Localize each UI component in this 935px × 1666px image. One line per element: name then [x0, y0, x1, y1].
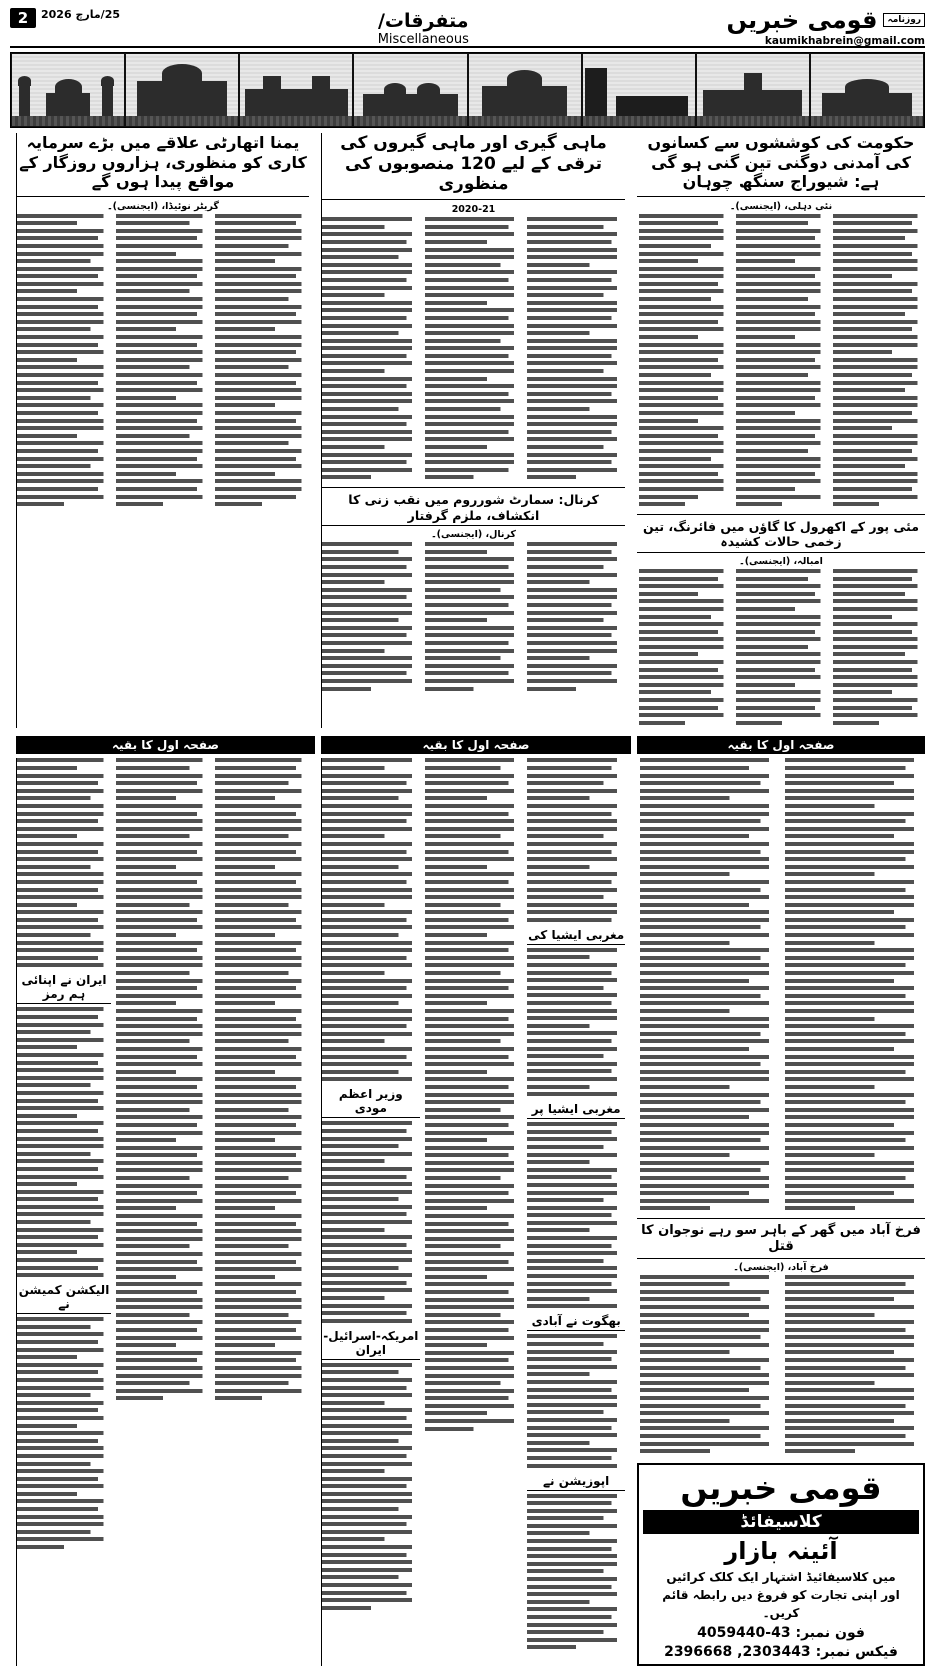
classified-line-1: میں کلاسیفائیڈ اشتہار ایک کلک کرائیں	[666, 1569, 896, 1584]
classified-subtitle: کلاسیفائڈ	[643, 1510, 919, 1534]
lower-left-block	[16, 758, 315, 1665]
headline-farmers-income: حکومت کی کوششوں سے کسانوں کی آمدنی دوگنی تین گنی ہو گی ہے: شیوراج سنگھ چوہان	[647, 133, 915, 192]
headline-yamuna-authority: یمنا اتھارٹی علاقے میں بڑے سرمایہ کاری کو منظوری، ہزاروں روزگار کے مواقع پیدا ہوں گے	[19, 133, 307, 192]
jump-head-bhagwat-population: بھگوت نے آبادی	[527, 1314, 625, 1331]
section-title-english: Miscellaneous	[377, 32, 469, 47]
body-column	[736, 214, 828, 510]
classified-title: آئینہ بازار	[724, 1536, 838, 1565]
page-content	[10, 133, 925, 1666]
classified-fax	[643, 1644, 919, 1660]
photo-monument-3	[240, 54, 352, 126]
masthead-right	[727, 6, 925, 47]
body-column	[640, 1275, 780, 1457]
body-column	[322, 542, 420, 694]
jump-head-election-commission: الیکشن کمیشن نے	[17, 1283, 111, 1314]
body-column	[736, 569, 828, 728]
masthead-left	[10, 6, 120, 26]
dateline-farmers-income: نئی دہلی، (ایجنسی)۔	[729, 200, 833, 212]
masthead	[10, 6, 925, 48]
jump-column-2	[425, 758, 523, 1653]
classified-brand: قومی خبریں	[680, 1468, 882, 1507]
jump-bar-right: صفحہ اول کا بقیہ	[637, 736, 925, 754]
classified-phone-label: فون نمبر:	[795, 1624, 865, 1641]
jump-bars-row	[10, 732, 925, 758]
lower-right-block	[637, 758, 925, 1665]
section-title	[378, 6, 469, 47]
dateline-farrukhabad-murder: فرخ آباد، (ایجنسی)۔	[733, 1261, 829, 1273]
headline-firing-incident: مئی پور کے اکھرول کا گاؤں میں فائرنگ، تین زخمی حالات کشیدہ	[637, 519, 925, 553]
headline-farrukhabad-murder: فرخ آباد میں گھر کے باہر سو رہے نوجوان کا قتل	[637, 1223, 925, 1259]
jump-head-west-asia-1: مغربی ایشیا کی	[527, 928, 625, 945]
photo-monument-8	[811, 54, 923, 126]
jump-head-pm-modi: وزیر اعظم مودی	[322, 1087, 420, 1118]
dateline-firing-incident: امبالہ، (ایجنسی)۔	[739, 555, 823, 567]
lower-section-row	[10, 758, 925, 1665]
section-title-urdu: متفرقات/	[377, 10, 469, 32]
body-column	[639, 214, 731, 510]
body-column	[425, 217, 523, 483]
jump-column-6	[17, 758, 111, 1552]
story-farmers-income	[637, 133, 925, 728]
body-column	[215, 214, 309, 510]
headline-fisheries-projects: ماہی گیری اور ماہی گیروں کی ترقی کے لیے 120 منصوبوں کی منظوری	[340, 133, 607, 195]
photo-monument-4	[354, 54, 466, 126]
story-yamuna-authority	[16, 133, 315, 728]
body-column	[785, 1275, 925, 1457]
photo-monument-2	[126, 54, 238, 126]
jump-column-5	[116, 758, 210, 1552]
classified-phone	[643, 1625, 919, 1641]
classified-fax-value: 2303443, 2396668	[664, 1643, 811, 1660]
body-column	[833, 214, 925, 510]
photo-monument-7	[697, 54, 809, 126]
page-number-badge: 2	[10, 8, 36, 28]
classified-fax-label: فیکس نمبر:	[815, 1643, 898, 1660]
body-column	[785, 758, 925, 1214]
classified-advert[interactable]	[637, 1463, 925, 1666]
body-column	[833, 569, 925, 728]
body-column	[425, 542, 523, 694]
jump-column-3	[322, 758, 420, 1653]
body-column	[116, 214, 210, 510]
body-column	[527, 542, 625, 694]
body-column	[17, 214, 111, 510]
body-column	[639, 569, 731, 728]
jump-column-1	[527, 758, 625, 1653]
dateline-showroom-burglary: کرنال، (ایجنسی)۔	[431, 529, 516, 541]
photo-strip	[10, 52, 925, 128]
dateline-fisheries-projects: 2020-21	[451, 204, 496, 216]
headline-showroom-burglary: کرنال: سمارٹ شورروم میں نقب زنی کا انکشاف، ملزم گرفتار	[322, 492, 625, 526]
classified-phone-value: 43-4059440	[697, 1624, 791, 1641]
body-column	[640, 758, 780, 1214]
photo-monument-1	[12, 54, 124, 126]
contact-email: kaumikhabrein@gmail.com	[764, 35, 925, 47]
body-column	[527, 217, 625, 483]
classified-line-2: اور اپنی تجارت کو فروغ دیں رابطہ قائم کریں۔	[662, 1587, 900, 1620]
jump-head-iran-adopted: ایران نے اپنائی ہم رمز	[17, 973, 111, 1004]
newspaper-logo-mark: روزنامہ	[883, 13, 925, 27]
dateline-yamuna-authority: گریٹر نوئیڈا، (ایجنسی)۔	[107, 200, 219, 212]
jump-bar-left: صفحہ اول کا بقیہ	[16, 736, 315, 754]
photo-monument-5	[469, 54, 581, 126]
jump-bar-center: صفحہ اول کا بقیہ	[321, 736, 631, 754]
body-column	[322, 217, 420, 483]
newspaper-brand: قومی خبریں	[726, 6, 878, 34]
jump-head-opposition: اپوزیشن نے	[527, 1474, 625, 1491]
jump-column-4	[215, 758, 309, 1552]
publication-date: 25/مارچ 2026	[41, 8, 120, 21]
lower-center-block	[321, 758, 631, 1665]
jump-head-west-asia-2: مغربی ایشیا پر	[527, 1102, 625, 1119]
photo-monument-6	[583, 54, 695, 126]
top-stories-row	[10, 133, 925, 728]
story-fisheries-projects	[321, 133, 631, 728]
jump-head-us-israel-iran: امریکہ-اسرائیل-ایران	[322, 1329, 420, 1360]
